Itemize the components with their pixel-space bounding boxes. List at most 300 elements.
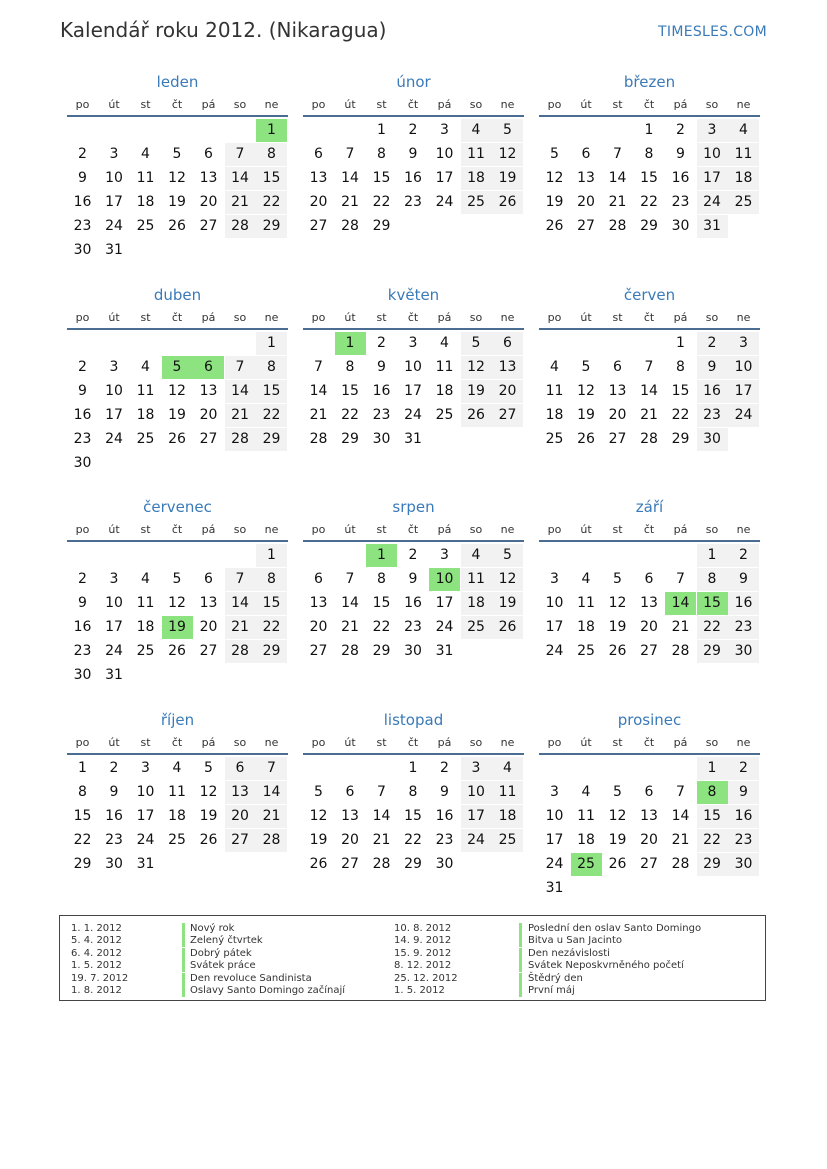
day-cell: 30 xyxy=(728,640,759,663)
legend-holiday-name: Bitva u San Jacinto xyxy=(528,935,623,947)
weekday-header: pá xyxy=(673,311,688,324)
day-cell: 22 xyxy=(404,832,422,848)
day-cell: 23 xyxy=(404,194,422,210)
weekday-header: út xyxy=(344,523,356,536)
day-cell: 5 xyxy=(172,571,182,587)
day-cell: 25 xyxy=(168,832,186,848)
month-únor xyxy=(303,73,524,273)
day-cell: 5 xyxy=(172,146,182,162)
day-cell: 9 xyxy=(377,359,386,375)
day-cell: 15 xyxy=(73,808,92,824)
day-cell: 4 xyxy=(141,359,150,375)
weekday-header: út xyxy=(108,98,120,111)
weekday-header: ne xyxy=(736,98,751,111)
day-cell: 26 xyxy=(168,643,186,659)
day-cell: 3 xyxy=(440,122,449,138)
weekday-header: ne xyxy=(500,98,515,111)
day-cell: 24 xyxy=(728,404,759,427)
day-cell: 25 xyxy=(728,191,759,214)
day-cell: 29 xyxy=(372,218,391,234)
day-cell: 20 xyxy=(199,407,218,423)
month-rule xyxy=(303,540,524,542)
day-cell: 7 xyxy=(256,757,287,780)
day-cell: 5 xyxy=(550,146,559,162)
day-cell: 18 xyxy=(728,167,759,190)
day-cell: 12 xyxy=(199,784,218,800)
legend-holiday-name: Den revoluce Sandinista xyxy=(190,972,312,984)
day-cell: 15 xyxy=(256,380,287,403)
day-cell: 19 xyxy=(608,832,627,848)
month-rule xyxy=(539,328,760,330)
day-cell: 21 xyxy=(225,616,256,639)
weekday-header: so xyxy=(705,523,719,536)
day-cell: 16 xyxy=(105,808,123,824)
day-cell: 13 xyxy=(492,356,523,379)
day-cell: 5 xyxy=(492,544,523,567)
day-cell: 28 xyxy=(372,856,391,872)
day-cell: 29 xyxy=(256,428,287,451)
day-cell: 17 xyxy=(435,170,454,186)
day-cell: 18 xyxy=(492,805,523,828)
weekday-header: čt xyxy=(643,523,655,536)
day-cell: 21 xyxy=(225,191,256,214)
day-cell: 23 xyxy=(697,404,728,427)
day-cell: 3 xyxy=(697,119,728,142)
month-srpen xyxy=(303,498,524,698)
day-cell: 18 xyxy=(461,592,492,615)
weekday-header: po xyxy=(547,523,562,536)
weekday-header: čt xyxy=(407,311,419,324)
day-cell: 30 xyxy=(728,853,759,876)
day-cell: 18 xyxy=(435,383,454,399)
day-cell: 4 xyxy=(440,335,449,351)
day-cell: 26 xyxy=(545,218,564,234)
day-cell: 19 xyxy=(545,194,564,210)
day-cell: 30 xyxy=(435,856,454,872)
day-cell: 3 xyxy=(408,335,418,351)
legend-holiday-name: Svátek Neposkvrněného početí xyxy=(528,960,684,972)
legend-holiday-marker xyxy=(519,985,522,997)
day-cell: 17 xyxy=(461,805,492,828)
day-cell: 26 xyxy=(309,856,328,872)
weekday-header: pá xyxy=(673,523,688,536)
day-cell: 20 xyxy=(341,832,359,848)
day-cell: 19 xyxy=(168,407,186,423)
day-cell: 30 xyxy=(105,856,123,872)
day-cell: 3 xyxy=(550,784,559,800)
day-cell: 24 xyxy=(136,832,155,848)
weekday-header: ne xyxy=(736,523,751,536)
day-cell: 24 xyxy=(545,856,564,872)
day-cell: 11 xyxy=(461,143,492,166)
weekday-header: so xyxy=(705,736,719,749)
day-cell: 31 xyxy=(435,643,454,659)
day-cell: 17 xyxy=(105,194,123,210)
day-cell: 30 xyxy=(372,431,391,447)
month-title: duben xyxy=(153,286,202,304)
holiday-day-cell: 5 xyxy=(162,356,193,379)
day-cell: 27 xyxy=(309,643,328,659)
day-cell: 15 xyxy=(256,167,287,190)
day-cell: 6 xyxy=(204,146,213,162)
day-cell: 15 xyxy=(640,170,658,186)
weekday-header: ne xyxy=(264,736,279,749)
day-cell: 4 xyxy=(492,757,523,780)
day-cell: 21 xyxy=(309,407,328,423)
day-cell: 17 xyxy=(105,407,123,423)
weekday-header: pá xyxy=(201,736,216,749)
holiday-day-cell: 1 xyxy=(256,119,287,142)
weekday-header: čt xyxy=(643,311,655,324)
day-cell: 8 xyxy=(676,359,685,375)
day-cell: 20 xyxy=(577,194,595,210)
month-rule xyxy=(303,753,524,755)
day-cell: 24 xyxy=(105,218,123,234)
day-cell: 30 xyxy=(697,428,728,451)
day-cell: 6 xyxy=(225,757,256,780)
day-cell: 1 xyxy=(408,760,418,776)
day-cell: 23 xyxy=(728,616,759,639)
day-cell: 1 xyxy=(697,544,728,567)
day-cell: 3 xyxy=(141,760,150,776)
day-cell: 2 xyxy=(377,335,386,351)
day-cell: 28 xyxy=(341,643,359,659)
weekday-header: st xyxy=(376,98,387,111)
holiday-day-cell: 14 xyxy=(665,592,696,615)
day-cell: 13 xyxy=(199,170,218,186)
day-cell: 28 xyxy=(225,428,256,451)
day-cell: 9 xyxy=(408,571,418,587)
day-cell: 21 xyxy=(341,619,359,635)
day-cell: 12 xyxy=(608,595,627,611)
legend-holiday-name: První máj xyxy=(528,985,575,996)
legend-date: 19. 7. 2012 xyxy=(71,972,129,984)
weekday-header: so xyxy=(469,311,483,324)
day-cell: 25 xyxy=(461,191,492,214)
day-cell: 9 xyxy=(78,383,87,399)
day-cell: 11 xyxy=(136,383,155,399)
day-cell: 11 xyxy=(435,359,454,375)
day-cell: 2 xyxy=(78,146,87,162)
legend-holiday-marker xyxy=(182,948,185,960)
day-cell: 29 xyxy=(256,640,287,663)
day-cell: 7 xyxy=(225,356,256,379)
day-cell: 4 xyxy=(461,544,492,567)
legend-date: 14. 9. 2012 xyxy=(394,935,452,947)
day-cell: 18 xyxy=(136,619,155,635)
day-cell: 31 xyxy=(105,242,123,258)
day-cell: 8 xyxy=(377,571,386,587)
weekday-header: ne xyxy=(264,311,279,324)
day-cell: 15 xyxy=(404,808,422,824)
day-cell: 2 xyxy=(78,571,87,587)
legend-holiday-marker xyxy=(182,960,185,972)
day-cell: 2 xyxy=(109,760,119,776)
day-cell: 13 xyxy=(225,781,256,804)
day-cell: 3 xyxy=(109,146,119,162)
day-cell: 19 xyxy=(577,407,595,423)
day-cell: 21 xyxy=(640,407,658,423)
day-cell: 7 xyxy=(377,784,386,800)
weekday-header: so xyxy=(233,311,247,324)
day-cell: 25 xyxy=(136,431,155,447)
day-cell: 29 xyxy=(372,643,391,659)
day-cell: 6 xyxy=(644,571,654,587)
month-září xyxy=(539,498,760,698)
day-cell: 31 xyxy=(697,215,728,238)
day-cell: 12 xyxy=(492,143,523,166)
month-rule xyxy=(303,115,524,117)
day-cell: 11 xyxy=(545,383,564,399)
day-cell: 27 xyxy=(577,218,595,234)
month-title: květen xyxy=(387,286,440,304)
day-cell: 10 xyxy=(461,781,492,804)
day-cell: 1 xyxy=(256,332,287,355)
day-cell: 25 xyxy=(492,829,523,852)
day-cell: 10 xyxy=(545,808,564,824)
day-cell: 12 xyxy=(545,170,564,186)
month-květen xyxy=(303,286,524,486)
month-rule xyxy=(67,753,288,755)
day-cell: 24 xyxy=(105,643,123,659)
day-cell: 11 xyxy=(577,595,595,611)
day-cell: 9 xyxy=(676,146,685,162)
day-cell: 7 xyxy=(225,143,256,166)
day-cell: 2 xyxy=(440,760,449,776)
legend-date: 1. 1. 2012 xyxy=(71,923,122,934)
day-cell: 10 xyxy=(105,595,123,611)
day-cell: 21 xyxy=(225,404,256,427)
day-cell: 20 xyxy=(225,805,256,828)
day-cell: 4 xyxy=(461,119,492,142)
weekday-header: so xyxy=(705,311,719,324)
day-cell: 24 xyxy=(461,829,492,852)
day-cell: 21 xyxy=(608,194,627,210)
holiday-day-cell: 25 xyxy=(571,853,602,876)
weekday-header: so xyxy=(469,736,483,749)
month-rule xyxy=(539,753,760,755)
day-cell: 24 xyxy=(435,194,454,210)
day-cell: 18 xyxy=(168,808,186,824)
legend-date: 8. 12. 2012 xyxy=(394,960,452,972)
day-cell: 16 xyxy=(73,619,92,635)
weekday-header: po xyxy=(311,98,326,111)
day-cell: 13 xyxy=(577,170,595,186)
day-cell: 26 xyxy=(492,616,523,639)
legend-holiday-marker xyxy=(519,923,522,935)
weekday-header: čt xyxy=(407,523,419,536)
day-cell: 23 xyxy=(728,829,759,852)
day-cell: 8 xyxy=(377,146,386,162)
day-cell: 26 xyxy=(168,431,186,447)
day-cell: 29 xyxy=(697,853,728,876)
day-cell: 27 xyxy=(492,404,523,427)
day-cell: 19 xyxy=(309,832,328,848)
weekday-header: čt xyxy=(643,98,655,111)
day-cell: 11 xyxy=(492,781,523,804)
day-cell: 17 xyxy=(105,619,123,635)
legend-holiday-marker xyxy=(182,923,185,935)
day-cell: 22 xyxy=(256,404,287,427)
day-cell: 20 xyxy=(199,619,218,635)
day-cell: 14 xyxy=(225,592,256,615)
day-cell: 10 xyxy=(545,595,564,611)
day-cell: 16 xyxy=(404,595,422,611)
day-cell: 9 xyxy=(440,784,449,800)
legend-holiday-name: Štědrý den xyxy=(528,972,583,984)
day-cell: 10 xyxy=(728,356,759,379)
holiday-day-cell: 1 xyxy=(366,544,397,567)
day-cell: 16 xyxy=(73,407,92,423)
day-cell: 16 xyxy=(671,170,690,186)
day-cell: 8 xyxy=(408,784,418,800)
day-cell: 13 xyxy=(199,595,218,611)
day-cell: 8 xyxy=(256,143,287,166)
day-cell: 26 xyxy=(492,191,523,214)
day-cell: 11 xyxy=(577,808,595,824)
legend-holiday-name: Dobrý pátek xyxy=(190,947,252,959)
month-title: září xyxy=(635,498,664,516)
day-cell: 14 xyxy=(671,808,690,824)
day-cell: 7 xyxy=(345,571,355,587)
month-title: březen xyxy=(623,73,676,91)
day-cell: 4 xyxy=(550,359,559,375)
day-cell: 7 xyxy=(345,146,355,162)
day-cell: 20 xyxy=(309,194,328,210)
day-cell: 6 xyxy=(581,146,591,162)
day-cell: 22 xyxy=(256,616,287,639)
day-cell: 12 xyxy=(461,356,492,379)
weekday-header: po xyxy=(75,736,90,749)
day-cell: 9 xyxy=(78,170,87,186)
day-cell: 15 xyxy=(256,592,287,615)
legend-date: 1. 5. 2012 xyxy=(71,960,122,972)
legend-date: 25. 12. 2012 xyxy=(394,972,458,984)
day-cell: 13 xyxy=(640,595,658,611)
day-cell: 24 xyxy=(545,643,564,659)
day-cell: 9 xyxy=(697,356,728,379)
day-cell: 13 xyxy=(309,170,328,186)
day-cell: 7 xyxy=(676,571,685,587)
day-cell: 18 xyxy=(136,194,155,210)
day-cell: 17 xyxy=(136,808,155,824)
day-cell: 28 xyxy=(341,218,359,234)
day-cell: 13 xyxy=(608,383,627,399)
brand-link[interactable]: TIMESLES.COM xyxy=(658,24,767,40)
weekday-header: st xyxy=(140,736,151,749)
day-cell: 7 xyxy=(225,568,256,591)
day-cell: 18 xyxy=(461,167,492,190)
day-cell: 16 xyxy=(697,380,728,403)
day-cell: 27 xyxy=(341,856,359,872)
weekday-header: st xyxy=(376,736,387,749)
weekday-header: čt xyxy=(407,736,419,749)
weekday-header: ne xyxy=(500,311,515,324)
day-cell: 5 xyxy=(613,571,622,587)
day-cell: 16 xyxy=(404,170,422,186)
day-cell: 1 xyxy=(676,335,685,351)
day-cell: 23 xyxy=(73,218,92,234)
day-cell: 8 xyxy=(256,568,287,591)
day-cell: 5 xyxy=(461,332,492,355)
month-duben xyxy=(67,286,288,486)
day-cell: 15 xyxy=(372,595,391,611)
legend-date: 6. 4. 2012 xyxy=(71,947,122,959)
day-cell: 27 xyxy=(199,218,218,234)
weekday-header: po xyxy=(311,736,326,749)
day-cell: 3 xyxy=(440,547,449,563)
weekday-header: pá xyxy=(673,98,688,111)
day-cell: 29 xyxy=(404,856,422,872)
day-cell: 10 xyxy=(404,359,422,375)
day-cell: 13 xyxy=(341,808,359,824)
day-cell: 28 xyxy=(671,643,690,659)
weekday-header: út xyxy=(108,523,120,536)
month-rule xyxy=(539,540,760,542)
day-cell: 24 xyxy=(697,191,728,214)
weekday-header: st xyxy=(612,736,623,749)
weekday-header: út xyxy=(344,736,356,749)
day-cell: 26 xyxy=(608,856,627,872)
holiday-day-cell: 8 xyxy=(697,781,728,804)
day-cell: 14 xyxy=(608,170,627,186)
legend-date: 5. 4. 2012 xyxy=(71,935,122,947)
day-cell: 6 xyxy=(644,784,654,800)
day-cell: 6 xyxy=(204,571,213,587)
day-cell: 9 xyxy=(78,595,87,611)
weekday-header: pá xyxy=(437,311,452,324)
weekday-header: st xyxy=(140,523,151,536)
month-title: červen xyxy=(623,286,676,304)
weekday-header: so xyxy=(233,523,247,536)
month-title: listopad xyxy=(383,711,444,729)
day-cell: 3 xyxy=(461,757,492,780)
day-cell: 19 xyxy=(492,592,523,615)
day-cell: 23 xyxy=(73,431,92,447)
day-cell: 16 xyxy=(372,383,391,399)
day-cell: 29 xyxy=(640,218,658,234)
day-cell: 20 xyxy=(309,619,328,635)
day-cell: 22 xyxy=(671,407,690,423)
day-cell: 25 xyxy=(136,643,155,659)
month-title: červenec xyxy=(143,498,212,516)
day-cell: 26 xyxy=(199,832,218,848)
day-cell: 30 xyxy=(73,455,92,471)
legend-holiday-name: Poslední den oslav Santo Domingo xyxy=(528,923,702,934)
day-cell: 2 xyxy=(676,122,685,138)
day-cell: 2 xyxy=(408,547,418,563)
day-cell: 16 xyxy=(728,592,759,615)
day-cell: 27 xyxy=(640,643,658,659)
day-cell: 23 xyxy=(404,619,422,635)
day-cell: 17 xyxy=(545,619,564,635)
weekday-header: so xyxy=(233,736,247,749)
month-title: leden xyxy=(156,73,199,91)
legend-holiday-marker xyxy=(182,985,185,997)
day-cell: 29 xyxy=(671,431,690,447)
weekday-header: pá xyxy=(673,736,688,749)
day-cell: 2 xyxy=(78,359,87,375)
day-cell: 28 xyxy=(608,218,627,234)
day-cell: 12 xyxy=(492,568,523,591)
day-cell: 24 xyxy=(435,619,454,635)
day-cell: 12 xyxy=(577,383,595,399)
day-cell: 21 xyxy=(256,805,287,828)
day-cell: 19 xyxy=(492,167,523,190)
month-březen xyxy=(539,73,760,273)
day-cell: 2 xyxy=(728,757,759,780)
month-rule xyxy=(67,328,288,330)
